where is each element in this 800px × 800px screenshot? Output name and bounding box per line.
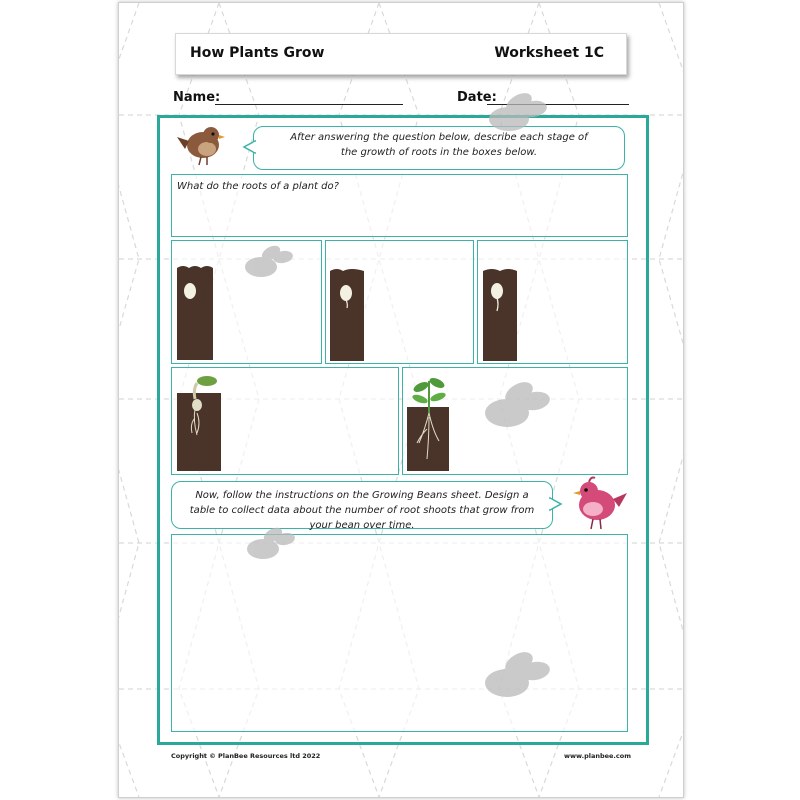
name-label: Name:	[173, 90, 221, 105]
website-link[interactable]: www.planbee.com	[564, 752, 631, 760]
instruction-speech-bubble	[171, 481, 553, 529]
worksheet-number: Worksheet 1C	[494, 45, 604, 61]
bean-stage-2-icon	[329, 267, 365, 361]
bean-stage-4-icon	[175, 371, 223, 471]
intro-text: After answering the question below, describe each stage of the growth of roots in the boxes below.	[290, 132, 588, 158]
date-label: Date:	[457, 90, 497, 105]
bee-watermark-icon	[239, 241, 299, 281]
question-answer-box[interactable]	[171, 174, 628, 237]
bee-watermark-icon	[479, 87, 555, 137]
instruction-text: Now, follow the instructions on the Growing Beans sheet. Design a table to collect data about the number of root shoots that grow from your bean over time.	[189, 490, 535, 531]
bean-stage-1-icon	[175, 264, 215, 360]
bee-watermark-icon	[477, 645, 557, 705]
bubble-pointer-right	[548, 497, 562, 511]
bubble-pointer	[243, 140, 257, 154]
brown-bird-icon	[177, 123, 227, 169]
worksheet-page	[118, 2, 684, 798]
question-text: What do the roots of a plant do?	[177, 181, 339, 192]
pink-bird-icon	[567, 475, 629, 533]
intro-speech-bubble	[253, 126, 625, 170]
data-table-box[interactable]	[171, 534, 628, 732]
title-banner	[175, 33, 627, 75]
bean-stage-3-icon	[482, 267, 518, 361]
copyright-text: Copyright © PlanBee Resources ltd 2022	[171, 752, 321, 760]
bee-watermark-icon	[477, 375, 557, 435]
name-field[interactable]	[215, 104, 403, 105]
page-title: How Plants Grow	[190, 45, 325, 61]
bee-watermark-icon	[241, 523, 301, 563]
bean-stage-5-icon	[405, 373, 453, 471]
